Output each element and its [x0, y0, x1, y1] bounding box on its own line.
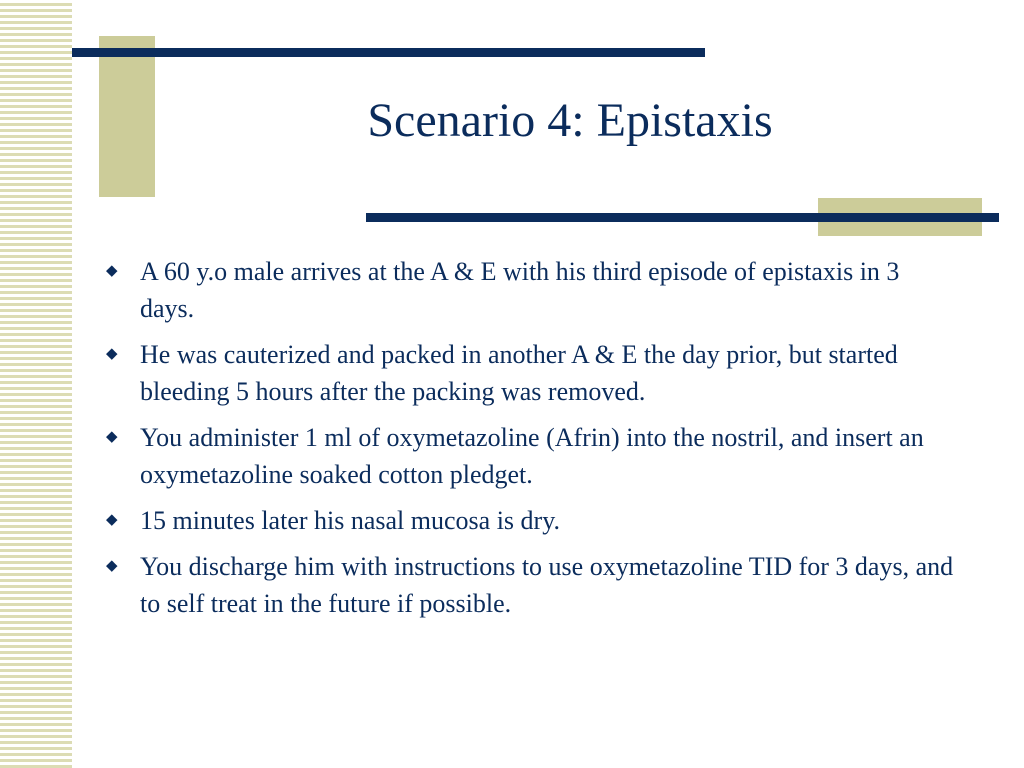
bullet-text: A 60 y.o male arrives at the A & E with his third episode of epistaxis in 3 days.	[140, 257, 900, 323]
title-rule-top	[72, 48, 705, 57]
slide-title: Scenario 4: Epistaxis	[367, 94, 773, 147]
diamond-bullet-icon: ◆	[106, 558, 118, 574]
accent-block-top-left	[99, 36, 155, 197]
diamond-bullet-icon: ◆	[106, 429, 118, 445]
title-rule-bottom	[366, 213, 999, 222]
bullet-text: He was cauterized and packed in another A & E the day prior, but started bleeding 5 hours after the packing was removed.	[140, 340, 898, 406]
diamond-bullet-icon: ◆	[106, 346, 118, 362]
decorative-stripe-band	[0, 0, 72, 768]
bullet-text: 15 minutes later his nasal mucosa is dry.	[140, 506, 561, 535]
bullet-item	[100, 548, 960, 622]
bullet-item	[100, 336, 960, 410]
diamond-bullet-icon: ◆	[106, 512, 118, 528]
bullet-item	[100, 502, 960, 539]
bullet-item	[100, 253, 960, 327]
bullet-text: You administer 1 ml of oxymetazoline (Afrin) into the nostril, and insert an oxymetazoline soaked cotton pledget.	[140, 423, 924, 489]
bullet-item	[100, 419, 960, 493]
diamond-bullet-icon: ◆	[106, 263, 118, 279]
bullet-text: You discharge him with instructions to use oxymetazoline TID for 3 days, and to self treat in the future if possible.	[140, 552, 954, 618]
bullet-list	[100, 253, 960, 631]
